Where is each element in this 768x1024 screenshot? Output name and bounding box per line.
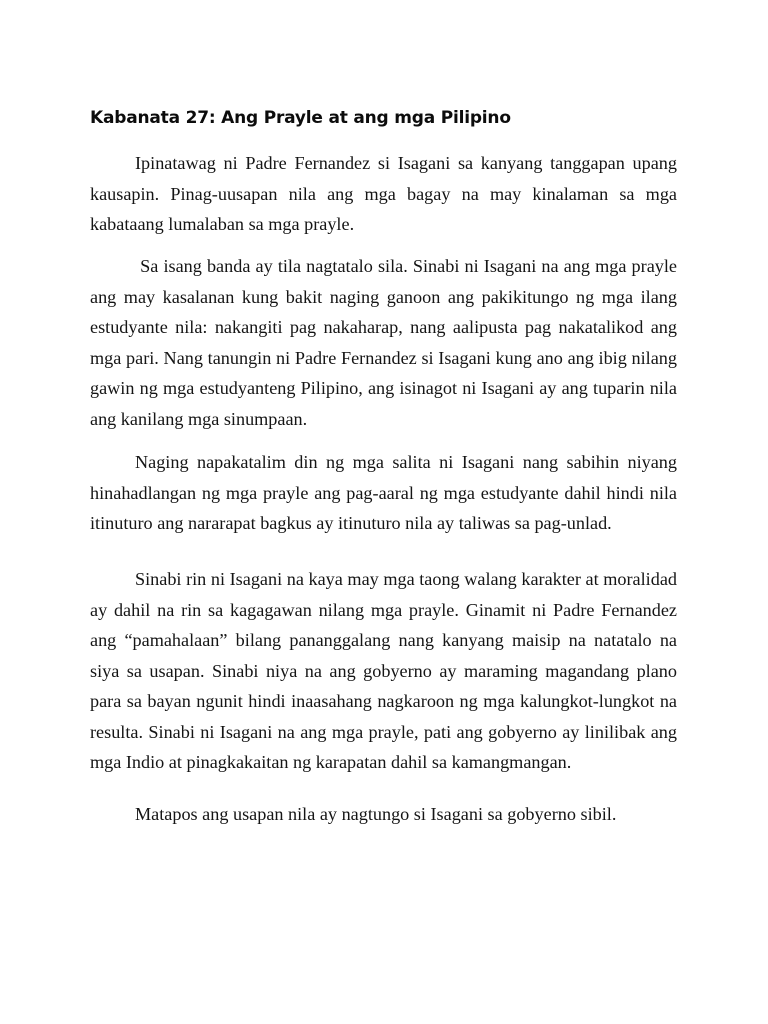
paragraph-1	[90, 148, 677, 240]
paragraph-1-text: Ipinatawag ni Padre Fernandez si Isagani sa kanyang tanggapan upang kausapin. Pinag-uusapan nila ang mga bagay na may kinalaman sa mga kabataang lumalaban sa mga prayle.	[90, 153, 677, 234]
paragraph-3	[90, 447, 677, 539]
paragraph-2	[90, 251, 677, 434]
paragraph-4-text: Sinabi rin ni Isagani na kaya may mga taong walang karakter at moralidad ay dahil na rin sa kagagawan nilang mga prayle. Ginamit ni Padre Fernandez ang “pamahalaan” bilang pananggalang nang kanyang maisip na natatalo na siya sa usapan. Sinabi niya na ang gobyerno ay maraming magandang plano para sa bayan ngunit hindi inaasahang nagkaroon ng mga kalungkot-lungkot na resulta. Sinabi ni Isagani na ang mga prayle, pati ang gobyerno ay linilibak ang mga Indio at pinagkakaitan ng karapatan dahil sa kamangmangan.	[90, 569, 677, 772]
paragraph-5-text: Matapos ang usapan nila ay nagtungo si Isagani sa gobyerno sibil.	[135, 804, 617, 824]
chapter-title: Kabanata 27: Ang Prayle at ang mga Pilipino	[90, 108, 511, 128]
paragraph-4	[90, 564, 677, 778]
paragraph-2-text: Sa isang banda ay tila nagtatalo sila. Sinabi ni Isagani na ang mga prayle ang may kasalanan kung bakit naging ganoon ang pakikitungo ng mga ilang estudyante nila: nakangiti pag nakaharap, nang aalipusta pag nakatalikod ang mga pari. Nang tanungin ni Padre Fernandez si Isagani kung ano ang ibig nilang gawin ng mga estudyanteng Pilipino, ang isinagot ni Isagani ay ang tuparin nila ang kanilang mga sinumpaan.	[90, 256, 677, 429]
paragraph-5	[90, 799, 677, 830]
paragraph-3-text: Naging napakatalim din ng mga salita ni Isagani nang sabihin niyang hinahadlangan ng mga prayle ang pag-aaral ng mga estudyante dahil hindi nila itinuturo ang nararapat bagkus ay itinuturo nila ay taliwas sa pag-unlad.	[90, 452, 677, 533]
